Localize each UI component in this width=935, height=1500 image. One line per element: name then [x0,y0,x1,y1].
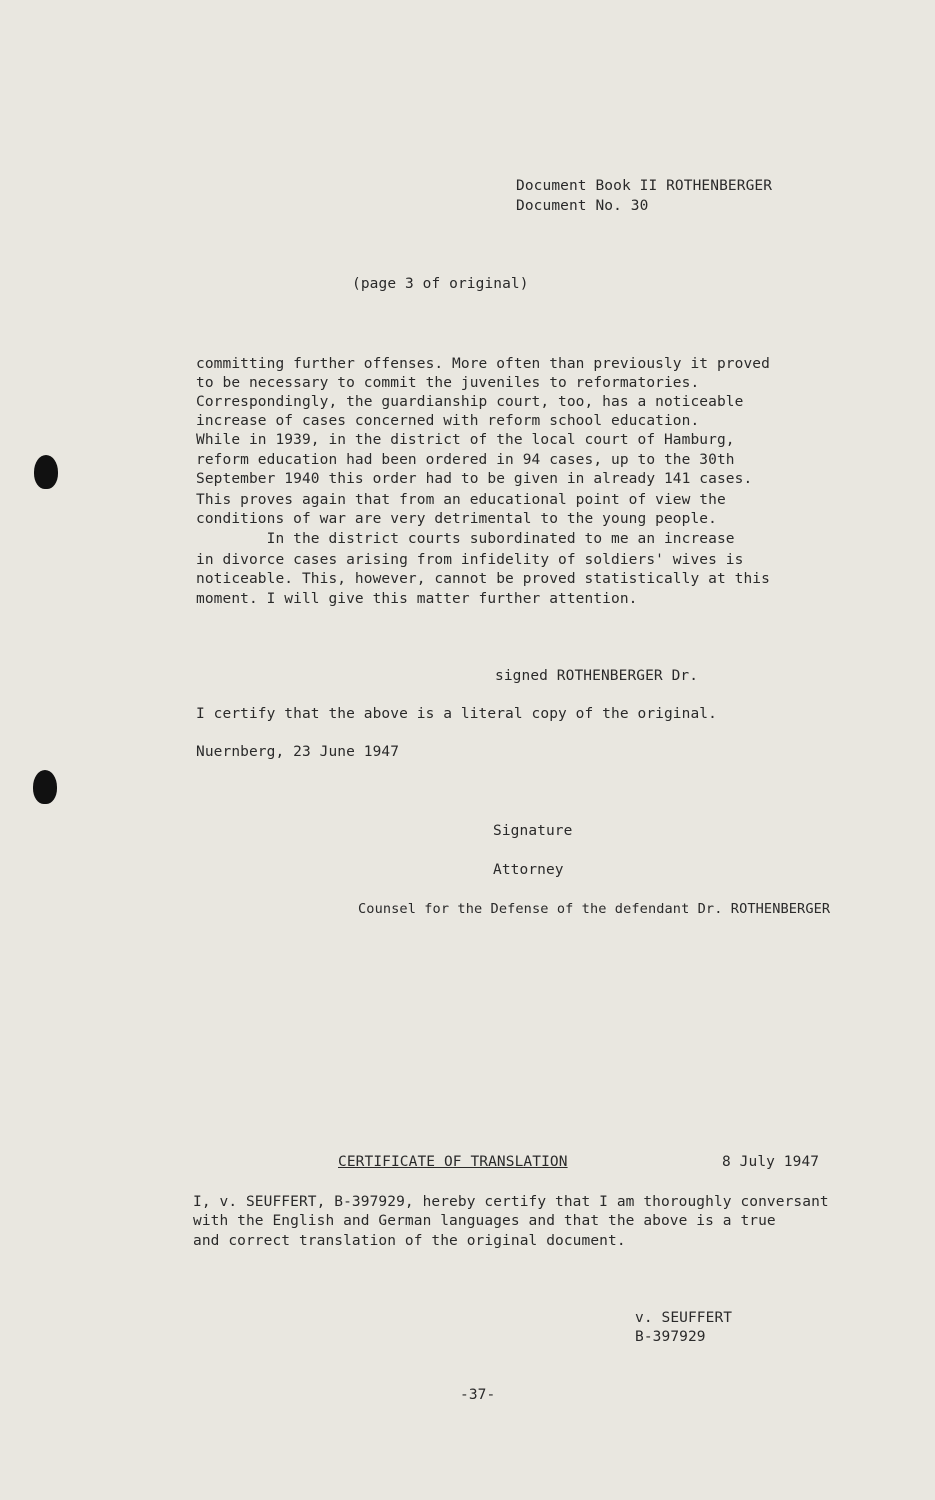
certificate-line: I, v. SEUFFERT, B-397929, hereby certify that I am thoroughly conversant [193,1194,829,1210]
body-line: moment. I will give this matter further attention. [196,591,638,607]
attorney-label: Attorney [493,862,564,878]
body-line: Correspondingly, the guardianship court, too, has a noticeable [196,394,744,410]
header-document-number: Document No. 30 [516,198,649,214]
body-line: While in 1939, in the district of the local court of Hamburg, [196,432,735,448]
certify-line: I certify that the above is a literal copy of the original. [196,706,717,722]
body-line: committing further offenses. More often than previously it proved [196,356,770,372]
body-line: in divorce cases arising from infidelity of soldiers' wives is [196,552,744,568]
body-line: noticeable. This, however, cannot be proved statistically at this [196,571,770,587]
body-line: conditions of war are very detrimental to the young people. [196,511,717,527]
header-document-book: Document Book II ROTHENBERGER [516,178,773,194]
body-line: reform education had been ordered in 94 cases, up to the 30th [196,452,735,468]
certificate-title: CERTIFICATE OF TRANSLATION [338,1154,568,1170]
body-line: increase of cases concerned with reform school education. [196,413,700,429]
certificate-line: with the English and German languages and that the above is a true [193,1213,776,1229]
translator-name: v. SEUFFERT [635,1310,733,1326]
body-line: September 1940 this order had to be given in already 141 cases. [196,471,753,487]
signature-label: Signature [493,823,573,839]
place-date: Nuernberg, 23 June 1947 [196,744,400,760]
certificate-date: 8 July 1947 [722,1154,820,1170]
certificate-line: and correct translation of the original document. [193,1233,626,1249]
body-line: This proves again that from an educational point of view the [196,492,726,508]
body-line: In the district courts subordinated to me an increase [196,531,735,547]
punch-hole [34,455,58,489]
page-note: (page 3 of original) [352,276,529,292]
punch-hole [33,770,57,804]
body-line: to be necessary to commit the juveniles to reformatories. [196,375,700,391]
signed-line: signed ROTHENBERGER Dr. [495,668,699,684]
counsel-line: Counsel for the Defense of the defendant Dr. ROTHENBERGER [358,901,831,917]
translator-id: B-397929 [635,1329,706,1345]
page-number: -37- [460,1387,496,1403]
